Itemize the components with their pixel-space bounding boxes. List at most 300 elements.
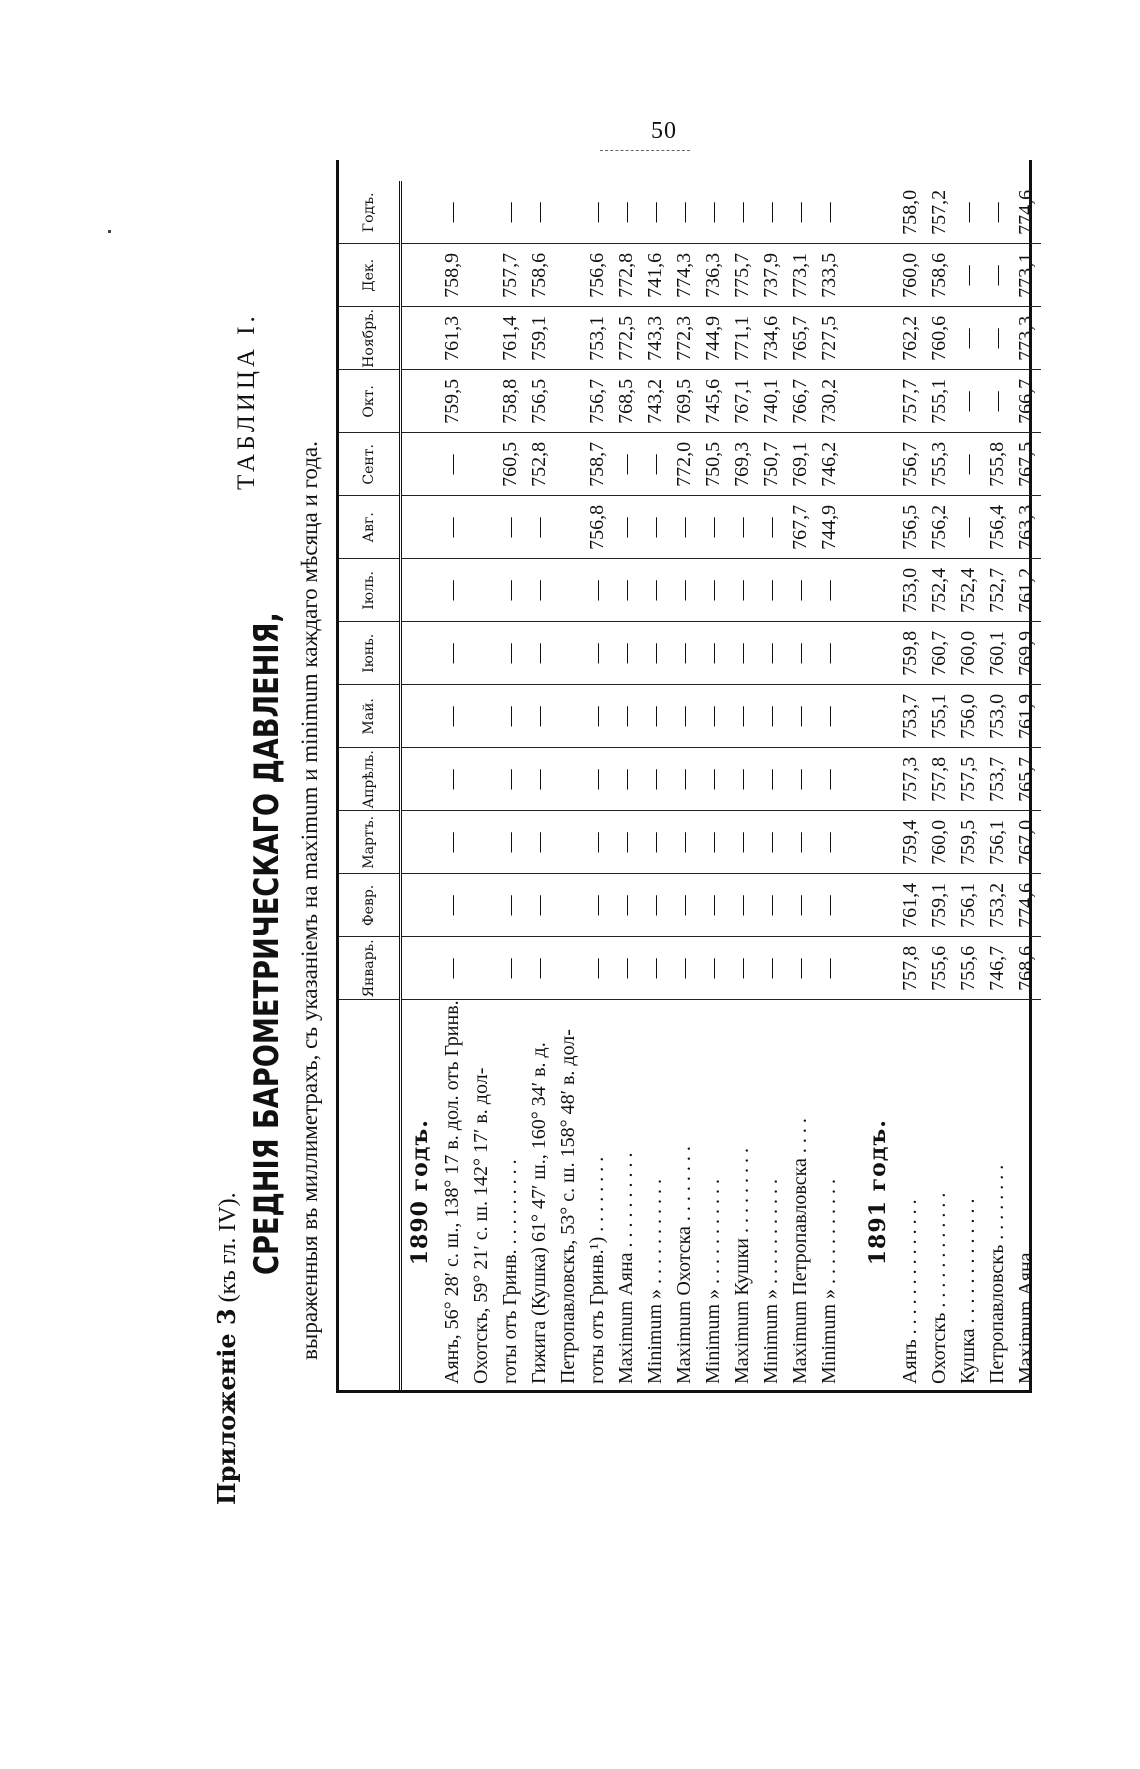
value-cell: 774,6 bbox=[1012, 181, 1041, 244]
station-label: Петропавловскъ . . . . . . . . bbox=[986, 1164, 1008, 1384]
value-cell bbox=[467, 811, 496, 874]
value-cell: 756,7 bbox=[583, 370, 612, 433]
value-cell: — bbox=[983, 307, 1012, 370]
table-row bbox=[583, 181, 612, 1390]
year-heading-row bbox=[860, 181, 896, 1390]
table-row bbox=[896, 181, 925, 1390]
value-cell: 753,0 bbox=[896, 559, 925, 622]
table-row bbox=[954, 181, 983, 1390]
station-label: Аянъ . . . . . . . . . . . . . . bbox=[899, 1199, 921, 1384]
value-cell: 757,5 bbox=[954, 748, 983, 811]
value-cell: 771,1 bbox=[728, 307, 757, 370]
value-cell: — bbox=[496, 748, 525, 811]
table-row bbox=[612, 181, 641, 1390]
value-cell: 756,2 bbox=[925, 496, 954, 559]
table-row bbox=[670, 181, 699, 1390]
value-cell: — bbox=[612, 874, 641, 937]
empty-cell bbox=[844, 496, 860, 559]
value-cell: — bbox=[983, 244, 1012, 307]
value-cell bbox=[467, 622, 496, 685]
value-cell bbox=[467, 937, 496, 1000]
station-label: Гижига (Кушка) 61° 47′ ш., 160° 34′ в. д. bbox=[528, 1042, 550, 1384]
value-cell: 767,7 bbox=[786, 496, 815, 559]
value-cell: 756,5 bbox=[525, 370, 554, 433]
value-cell: — bbox=[438, 937, 467, 1000]
value-cell: — bbox=[496, 874, 525, 937]
station-label: Maximum Охотска . . . . . . . . bbox=[673, 1146, 695, 1384]
value-cell: — bbox=[612, 937, 641, 1000]
year-heading-row bbox=[401, 181, 439, 1390]
value-cell: 759,5 bbox=[954, 811, 983, 874]
value-cell: — bbox=[757, 559, 786, 622]
table-number: ТАБЛИЦА I. bbox=[233, 312, 260, 490]
table-row bbox=[815, 181, 844, 1390]
value-cell: — bbox=[728, 496, 757, 559]
value-cell: — bbox=[670, 811, 699, 874]
table-row bbox=[641, 181, 670, 1390]
station-label: Maximum Аяна . . . . . . . . . . bbox=[615, 1152, 637, 1384]
table-row bbox=[1012, 181, 1041, 1390]
value-cell: 752,8 bbox=[525, 433, 554, 496]
value-cell: 758,0 bbox=[896, 181, 925, 244]
value-cell: — bbox=[699, 622, 728, 685]
value-cell bbox=[554, 559, 583, 622]
value-cell: 774,3 bbox=[670, 244, 699, 307]
value-cell bbox=[467, 307, 496, 370]
month-header: Январь. bbox=[339, 937, 401, 1000]
rotated-page-content bbox=[0, 175, 1037, 1575]
page-number-rule bbox=[600, 150, 690, 151]
value-cell: — bbox=[699, 811, 728, 874]
value-cell: — bbox=[728, 622, 757, 685]
station-label: Minimum » . . . . . . . . . . . bbox=[818, 1178, 840, 1384]
appendix-reference bbox=[212, 1192, 242, 1505]
value-cell: — bbox=[496, 496, 525, 559]
value-cell bbox=[467, 496, 496, 559]
value-cell: 767,0 bbox=[1012, 811, 1041, 874]
section-gap-row bbox=[844, 181, 860, 1390]
table-row bbox=[786, 181, 815, 1390]
barometric-table bbox=[339, 181, 1041, 1390]
value-cell: 737,9 bbox=[757, 244, 786, 307]
value-cell: 760,6 bbox=[925, 307, 954, 370]
value-cell: 757,8 bbox=[896, 937, 925, 1000]
value-cell: — bbox=[815, 181, 844, 244]
value-cell: 736,3 bbox=[699, 244, 728, 307]
value-cell: — bbox=[525, 937, 554, 1000]
empty-cell bbox=[401, 307, 439, 370]
value-cell: 772,3 bbox=[670, 307, 699, 370]
value-cell: — bbox=[757, 874, 786, 937]
table-row bbox=[554, 181, 583, 1390]
empty-cell bbox=[401, 811, 439, 874]
empty-cell bbox=[860, 622, 896, 685]
value-cell: 759,5 bbox=[438, 370, 467, 433]
empty-cell bbox=[401, 559, 439, 622]
value-cell: — bbox=[438, 748, 467, 811]
value-cell bbox=[554, 811, 583, 874]
value-cell: 769,1 bbox=[786, 433, 815, 496]
value-cell: — bbox=[954, 181, 983, 244]
station-label: Кушка . . . . . . . . . . . . . bbox=[957, 1198, 979, 1384]
value-cell: 773,3 bbox=[1012, 307, 1041, 370]
value-cell: — bbox=[815, 748, 844, 811]
value-cell: — bbox=[641, 811, 670, 874]
header-row bbox=[339, 181, 401, 1390]
empty-cell bbox=[860, 496, 896, 559]
month-header: Апрѣль. bbox=[339, 748, 401, 811]
value-cell: — bbox=[525, 811, 554, 874]
value-cell: 756,7 bbox=[896, 433, 925, 496]
value-cell: — bbox=[670, 181, 699, 244]
value-cell bbox=[554, 685, 583, 748]
empty-cell bbox=[860, 811, 896, 874]
value-cell bbox=[467, 559, 496, 622]
value-cell: — bbox=[815, 559, 844, 622]
station-label: готы отъ Гринв.¹) . . . . . . . . bbox=[586, 1156, 608, 1384]
value-cell: 775,7 bbox=[728, 244, 757, 307]
value-cell: 760,0 bbox=[896, 244, 925, 307]
value-cell: — bbox=[583, 181, 612, 244]
value-cell: — bbox=[438, 559, 467, 622]
empty-cell bbox=[844, 244, 860, 307]
value-cell: — bbox=[583, 937, 612, 1000]
value-cell: — bbox=[525, 874, 554, 937]
value-cell: 755,3 bbox=[925, 433, 954, 496]
empty-cell bbox=[844, 748, 860, 811]
empty-cell bbox=[860, 559, 896, 622]
value-cell: 755,1 bbox=[925, 685, 954, 748]
value-cell bbox=[554, 370, 583, 433]
value-cell: — bbox=[496, 811, 525, 874]
page-number: 50 bbox=[651, 118, 677, 144]
table-body bbox=[401, 181, 1042, 1390]
value-cell: 756,1 bbox=[983, 811, 1012, 874]
value-cell: 756,4 bbox=[983, 496, 1012, 559]
value-cell: 774,6 bbox=[1012, 874, 1041, 937]
gap-cell bbox=[844, 1000, 860, 1390]
value-cell: 753,1 bbox=[583, 307, 612, 370]
station-label: Maximum Петропавловска . . . . bbox=[789, 1118, 811, 1384]
empty-cell bbox=[844, 370, 860, 433]
value-cell: 745,6 bbox=[699, 370, 728, 433]
value-cell: — bbox=[815, 622, 844, 685]
value-cell: 753,2 bbox=[983, 874, 1012, 937]
value-cell bbox=[467, 748, 496, 811]
value-cell: 746,2 bbox=[815, 433, 844, 496]
value-cell: — bbox=[583, 811, 612, 874]
value-cell: — bbox=[496, 685, 525, 748]
month-header: Дек. bbox=[339, 244, 401, 307]
value-cell: — bbox=[583, 622, 612, 685]
value-cell: — bbox=[728, 937, 757, 1000]
value-cell: 750,5 bbox=[699, 433, 728, 496]
value-cell: — bbox=[612, 748, 641, 811]
value-cell: — bbox=[983, 181, 1012, 244]
value-cell: — bbox=[728, 559, 757, 622]
value-cell: 761,4 bbox=[896, 874, 925, 937]
value-cell: — bbox=[438, 496, 467, 559]
value-cell: 766,7 bbox=[786, 370, 815, 433]
month-header: Ноябрь. bbox=[339, 307, 401, 370]
value-cell: — bbox=[815, 937, 844, 1000]
value-cell: 760,0 bbox=[954, 622, 983, 685]
value-cell: — bbox=[496, 622, 525, 685]
value-cell: 756,1 bbox=[954, 874, 983, 937]
value-cell: — bbox=[954, 307, 983, 370]
value-cell: 744,9 bbox=[815, 496, 844, 559]
value-cell: — bbox=[525, 685, 554, 748]
value-cell: — bbox=[757, 622, 786, 685]
table-row bbox=[525, 181, 554, 1390]
table-row bbox=[438, 181, 467, 1390]
empty-cell bbox=[401, 685, 439, 748]
value-cell: 761,2 bbox=[1012, 559, 1041, 622]
value-cell: 758,8 bbox=[496, 370, 525, 433]
value-cell: 760,7 bbox=[925, 622, 954, 685]
month-header: Авг. bbox=[339, 496, 401, 559]
month-header: Іюль. bbox=[339, 559, 401, 622]
value-cell bbox=[554, 181, 583, 244]
value-cell: 740,1 bbox=[757, 370, 786, 433]
value-cell: — bbox=[438, 874, 467, 937]
value-cell: — bbox=[699, 496, 728, 559]
value-cell: — bbox=[641, 937, 670, 1000]
empty-cell bbox=[401, 496, 439, 559]
station-label: Охотскъ, 59° 21′ с. ш. 142° 17′ в. дол- bbox=[470, 1067, 492, 1384]
value-cell: 759,8 bbox=[896, 622, 925, 685]
value-cell: 756,6 bbox=[583, 244, 612, 307]
value-cell: 757,3 bbox=[896, 748, 925, 811]
empty-cell bbox=[844, 433, 860, 496]
table-row bbox=[728, 181, 757, 1390]
value-cell: — bbox=[612, 559, 641, 622]
value-cell: — bbox=[786, 559, 815, 622]
value-cell: 759,1 bbox=[925, 874, 954, 937]
value-cell: — bbox=[699, 181, 728, 244]
table-subtitle: выраженныя въ миллиметрахъ, съ указаніемъ на maximum и minimum каждаго мѣсяца и года. bbox=[297, 441, 322, 1360]
value-cell: 769,5 bbox=[670, 370, 699, 433]
value-cell: — bbox=[438, 811, 467, 874]
month-header: Годъ. bbox=[339, 181, 401, 244]
empty-cell bbox=[844, 622, 860, 685]
value-cell: — bbox=[786, 685, 815, 748]
value-cell: 761,9 bbox=[1012, 685, 1041, 748]
value-cell: 763,3 bbox=[1012, 496, 1041, 559]
value-cell: — bbox=[728, 811, 757, 874]
value-cell: — bbox=[525, 496, 554, 559]
value-cell: 755,6 bbox=[954, 937, 983, 1000]
value-cell: — bbox=[612, 811, 641, 874]
appendix-chapter-ref: (къ гл. IV). bbox=[215, 1192, 241, 1303]
value-cell: — bbox=[670, 622, 699, 685]
value-cell: 755,1 bbox=[925, 370, 954, 433]
value-cell: — bbox=[438, 685, 467, 748]
value-cell: — bbox=[757, 685, 786, 748]
value-cell: — bbox=[728, 181, 757, 244]
value-cell: 761,4 bbox=[496, 307, 525, 370]
value-cell: 760,0 bbox=[925, 811, 954, 874]
station-label: Аянъ, 56° 28′ с. ш., 138° 17 в. дол. отъ Гринв. bbox=[441, 1000, 463, 1384]
value-cell: — bbox=[670, 559, 699, 622]
value-cell: 753,7 bbox=[983, 748, 1012, 811]
value-cell: — bbox=[815, 874, 844, 937]
value-cell: — bbox=[983, 370, 1012, 433]
table-row bbox=[496, 181, 525, 1390]
empty-cell bbox=[860, 685, 896, 748]
station-label: Minimum » . . . . . . . . . . . bbox=[702, 1178, 724, 1384]
empty-cell bbox=[401, 370, 439, 433]
value-cell: 758,6 bbox=[925, 244, 954, 307]
empty-cell bbox=[844, 307, 860, 370]
value-cell: 757,2 bbox=[925, 181, 954, 244]
value-cell: — bbox=[641, 748, 670, 811]
value-cell bbox=[467, 181, 496, 244]
value-cell: 752,4 bbox=[954, 559, 983, 622]
station-label: Охотскъ . . . . . . . . . . . . bbox=[928, 1192, 950, 1384]
value-cell: — bbox=[612, 181, 641, 244]
value-cell: — bbox=[757, 181, 786, 244]
value-cell: 773,1 bbox=[786, 244, 815, 307]
value-cell bbox=[554, 307, 583, 370]
value-cell bbox=[554, 496, 583, 559]
empty-cell bbox=[860, 307, 896, 370]
value-cell: 757,7 bbox=[496, 244, 525, 307]
value-cell: — bbox=[612, 496, 641, 559]
value-cell: 767,1 bbox=[728, 370, 757, 433]
month-header: Май. bbox=[339, 685, 401, 748]
empty-cell bbox=[860, 244, 896, 307]
month-header: Сент. bbox=[339, 433, 401, 496]
value-cell: — bbox=[583, 748, 612, 811]
empty-cell bbox=[401, 433, 439, 496]
value-cell: 756,8 bbox=[583, 496, 612, 559]
value-cell: 758,9 bbox=[438, 244, 467, 307]
value-cell: 758,6 bbox=[525, 244, 554, 307]
value-cell: 758,7 bbox=[583, 433, 612, 496]
value-cell: 760,5 bbox=[496, 433, 525, 496]
empty-cell bbox=[844, 937, 860, 1000]
value-cell: — bbox=[728, 748, 757, 811]
empty-cell bbox=[860, 748, 896, 811]
value-cell: 756,5 bbox=[896, 496, 925, 559]
value-cell: 756,0 bbox=[954, 685, 983, 748]
empty-cell bbox=[401, 748, 439, 811]
value-cell: — bbox=[438, 622, 467, 685]
value-cell: — bbox=[786, 937, 815, 1000]
station-label: Maximum Кушки . . . . . . . . . bbox=[731, 1148, 753, 1384]
value-cell: 761,3 bbox=[438, 307, 467, 370]
value-cell: 743,2 bbox=[641, 370, 670, 433]
value-cell bbox=[554, 874, 583, 937]
value-cell: 746,7 bbox=[983, 937, 1012, 1000]
station-label: готы отъ Гринв. . . . . . . . . . bbox=[499, 1159, 521, 1384]
value-cell: 768,6 bbox=[1012, 937, 1041, 1000]
month-header: Іюнь. bbox=[339, 622, 401, 685]
value-cell: — bbox=[757, 748, 786, 811]
empty-cell bbox=[401, 244, 439, 307]
empty-cell bbox=[860, 181, 896, 244]
appendix-label: Приложеніе 3 bbox=[212, 1308, 241, 1505]
table-row bbox=[983, 181, 1012, 1390]
value-cell: — bbox=[954, 433, 983, 496]
value-cell: 753,7 bbox=[896, 685, 925, 748]
value-cell: — bbox=[699, 559, 728, 622]
value-cell: — bbox=[612, 433, 641, 496]
value-cell: 769,9 bbox=[1012, 622, 1041, 685]
value-cell: — bbox=[699, 748, 728, 811]
value-cell: 772,8 bbox=[612, 244, 641, 307]
value-cell: — bbox=[954, 370, 983, 433]
year-heading: 1891 годъ. bbox=[865, 1119, 891, 1266]
value-cell: — bbox=[496, 181, 525, 244]
value-cell: 760,1 bbox=[983, 622, 1012, 685]
value-cell: — bbox=[525, 559, 554, 622]
month-header: Окт. bbox=[339, 370, 401, 433]
value-cell: — bbox=[815, 811, 844, 874]
station-header-cell bbox=[339, 1000, 401, 1390]
value-cell: 773,1 bbox=[1012, 244, 1041, 307]
value-cell: 767,5 bbox=[1012, 433, 1041, 496]
value-cell: — bbox=[699, 937, 728, 1000]
value-cell: 733,5 bbox=[815, 244, 844, 307]
value-cell: 741,6 bbox=[641, 244, 670, 307]
value-cell: 766,7 bbox=[1012, 370, 1041, 433]
value-cell: 765,7 bbox=[1012, 748, 1041, 811]
empty-cell bbox=[401, 874, 439, 937]
value-cell: — bbox=[757, 937, 786, 1000]
value-cell: — bbox=[641, 622, 670, 685]
year-heading: 1890 годъ. bbox=[407, 1119, 433, 1266]
value-cell bbox=[554, 622, 583, 685]
empty-cell bbox=[860, 937, 896, 1000]
value-cell: — bbox=[786, 748, 815, 811]
value-cell: — bbox=[583, 685, 612, 748]
value-cell: — bbox=[612, 622, 641, 685]
value-cell: 769,3 bbox=[728, 433, 757, 496]
station-label: Петропавловскъ, 53° с. ш. 158° 48′ в. дол- bbox=[557, 1029, 579, 1384]
value-cell bbox=[554, 433, 583, 496]
value-cell: 755,6 bbox=[925, 937, 954, 1000]
value-cell: — bbox=[525, 622, 554, 685]
value-cell: — bbox=[670, 496, 699, 559]
value-cell: 734,6 bbox=[757, 307, 786, 370]
value-cell: — bbox=[786, 811, 815, 874]
value-cell: — bbox=[728, 874, 757, 937]
value-cell: — bbox=[699, 874, 728, 937]
value-cell: — bbox=[496, 937, 525, 1000]
value-cell bbox=[467, 370, 496, 433]
value-cell: 730,2 bbox=[815, 370, 844, 433]
empty-cell bbox=[860, 370, 896, 433]
empty-cell bbox=[401, 622, 439, 685]
value-cell: — bbox=[757, 496, 786, 559]
value-cell: — bbox=[525, 181, 554, 244]
empty-cell bbox=[860, 433, 896, 496]
empty-cell bbox=[844, 811, 860, 874]
table-row bbox=[757, 181, 786, 1390]
empty-cell bbox=[844, 685, 860, 748]
value-cell: 752,7 bbox=[983, 559, 1012, 622]
value-cell bbox=[467, 433, 496, 496]
value-cell: 727,5 bbox=[815, 307, 844, 370]
value-cell: — bbox=[815, 685, 844, 748]
value-cell: — bbox=[438, 433, 467, 496]
value-cell: — bbox=[954, 244, 983, 307]
value-cell: — bbox=[670, 937, 699, 1000]
empty-cell bbox=[844, 181, 860, 244]
value-cell: — bbox=[786, 181, 815, 244]
